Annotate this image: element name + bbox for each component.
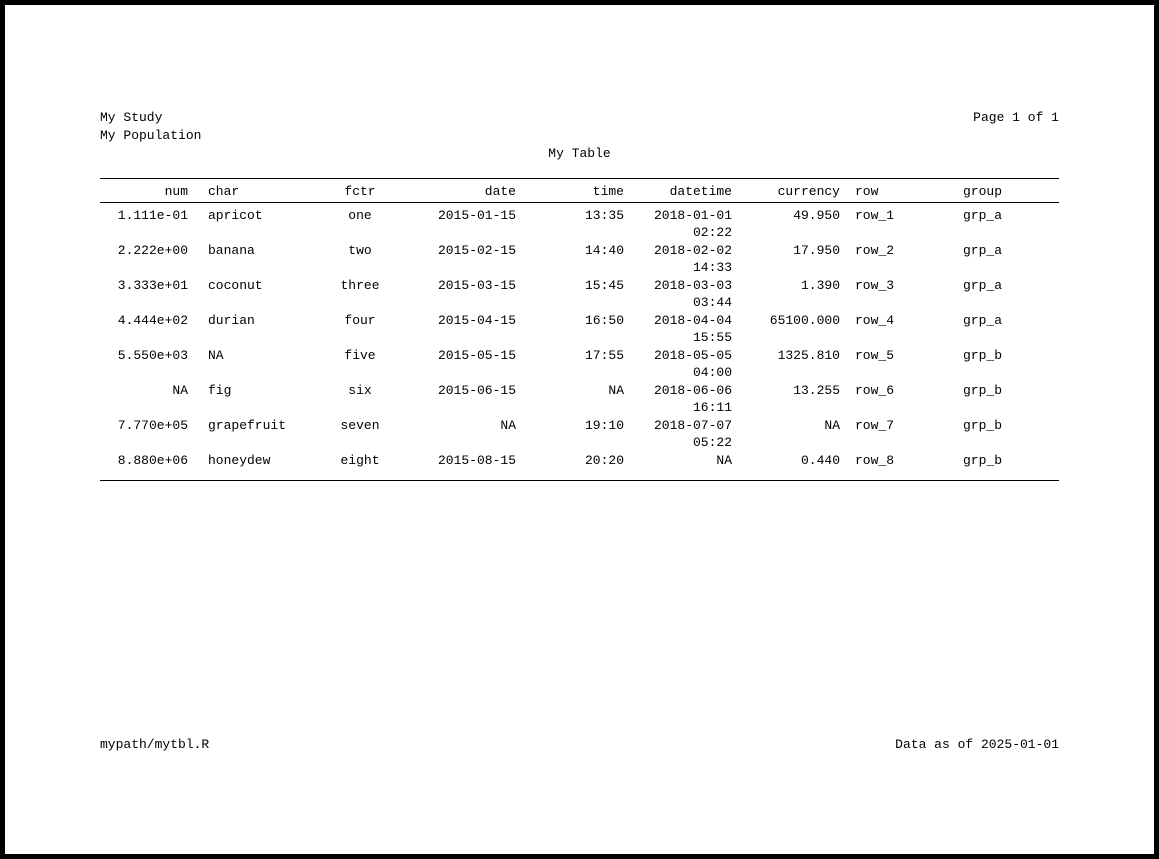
cell-group: grp_b — [963, 418, 1003, 433]
cell-num: 1.111e-01 — [117, 208, 188, 223]
cell-time: NA — [608, 383, 624, 398]
column-header-group: group — [963, 184, 1003, 199]
cell-time: 13:35 — [584, 208, 624, 223]
cell-currency: NA — [824, 418, 840, 433]
column-header-time: time — [592, 184, 624, 199]
cell-fctr: four — [344, 313, 376, 328]
cell-group: grp_b — [963, 383, 1003, 398]
column-header-date: date — [484, 184, 516, 199]
cell-fctr: three — [340, 278, 380, 293]
cell-group: grp_a — [963, 208, 1003, 223]
column-header-fctr: fctr — [344, 184, 376, 199]
cell-currency: 1325.810 — [777, 348, 840, 363]
cell-group: grp_a — [963, 278, 1003, 293]
table-header-row — [100, 179, 1059, 203]
cell-row: row_5 — [855, 348, 895, 363]
cell-row: row_2 — [855, 243, 895, 258]
cell-currency: 1.390 — [800, 278, 840, 293]
cell-time: 17:55 — [584, 348, 624, 363]
cell-num: NA — [172, 383, 188, 398]
cell-char: durian — [208, 313, 255, 328]
footer-data-date: Data as of 2025-01-01 — [895, 737, 1059, 752]
cell-num: 5.550e+03 — [117, 348, 188, 363]
table-bottom-rule — [100, 480, 1059, 481]
cell-fctr: five — [344, 348, 376, 363]
cell-date: 2015-08-15 — [437, 453, 516, 468]
cell-datetime: 2018-03-03 03:44 — [653, 278, 732, 310]
cell-num: 4.444e+02 — [117, 313, 188, 328]
cell-currency: 65100.000 — [769, 313, 840, 328]
cell-datetime: 2018-01-01 02:22 — [653, 208, 732, 240]
table-row — [100, 343, 1059, 378]
cell-row: row_6 — [855, 383, 895, 398]
cell-date: NA — [500, 418, 516, 433]
cell-char: fig — [208, 383, 232, 398]
cell-fctr: one — [348, 208, 372, 223]
cell-char: coconut — [208, 278, 263, 293]
cell-char: apricot — [208, 208, 263, 223]
cell-currency: 13.255 — [793, 383, 840, 398]
cell-group: grp_b — [963, 453, 1003, 468]
cell-char: banana — [208, 243, 255, 258]
cell-date: 2015-06-15 — [437, 383, 516, 398]
cell-currency: 49.950 — [793, 208, 840, 223]
cell-char: honeydew — [208, 453, 271, 468]
cell-group: grp_a — [963, 313, 1003, 328]
cell-date: 2015-03-15 — [437, 278, 516, 293]
cell-row: row_8 — [855, 453, 895, 468]
cell-fctr: six — [348, 383, 372, 398]
table-row — [100, 203, 1059, 238]
table-row — [100, 273, 1059, 308]
cell-datetime: 2018-07-07 05:22 — [653, 418, 732, 450]
cell-time: 19:10 — [584, 418, 624, 433]
column-header-currency: currency — [777, 184, 840, 199]
column-header-char: char — [208, 184, 240, 199]
cell-row: row_4 — [855, 313, 895, 328]
cell-date: 2015-04-15 — [437, 313, 516, 328]
cell-row: row_7 — [855, 418, 895, 433]
footer-program-path: mypath/mytbl.R — [100, 737, 210, 752]
cell-datetime: 2018-02-02 14:33 — [653, 243, 732, 275]
study-title: My Study — [100, 110, 163, 125]
cell-currency: 17.950 — [793, 243, 840, 258]
cell-datetime: 2018-04-04 15:55 — [653, 313, 732, 345]
column-header-num: num — [164, 184, 188, 199]
cell-num: 8.880e+06 — [117, 453, 188, 468]
population-title: My Population — [100, 128, 202, 143]
cell-fctr: two — [348, 243, 372, 258]
report-page — [5, 5, 1154, 854]
cell-num: 7.770e+05 — [117, 418, 188, 433]
cell-group: grp_a — [963, 243, 1003, 258]
cell-char: NA — [208, 348, 224, 363]
cell-fctr: seven — [340, 418, 380, 433]
cell-row: row_1 — [855, 208, 895, 223]
data-table — [100, 179, 1059, 483]
cell-datetime: 2018-06-06 16:11 — [653, 383, 732, 415]
cell-char: grapefruit — [208, 418, 287, 433]
cell-time: 14:40 — [584, 243, 624, 258]
cell-date: 2015-01-15 — [437, 208, 516, 223]
cell-time: 20:20 — [584, 453, 624, 468]
cell-row: row_3 — [855, 278, 895, 293]
cell-date: 2015-02-15 — [437, 243, 516, 258]
cell-time: 15:45 — [584, 278, 624, 293]
table-row — [100, 308, 1059, 343]
table-row — [100, 413, 1059, 448]
table-row — [100, 448, 1059, 483]
cell-date: 2015-05-15 — [437, 348, 516, 363]
table-title: My Table — [548, 146, 611, 161]
cell-num: 2.222e+00 — [117, 243, 188, 258]
cell-datetime: 2018-05-05 04:00 — [653, 348, 732, 380]
cell-fctr: eight — [340, 453, 380, 468]
page-number: Page 1 of 1 — [973, 110, 1059, 125]
cell-num: 3.333e+01 — [117, 278, 188, 293]
column-header-row: row — [855, 184, 879, 199]
column-header-datetime: datetime — [669, 184, 732, 199]
table-row — [100, 238, 1059, 273]
cell-time: 16:50 — [584, 313, 624, 328]
cell-datetime: NA — [716, 453, 732, 468]
cell-currency: 0.440 — [800, 453, 840, 468]
cell-group: grp_b — [963, 348, 1003, 363]
table-row — [100, 378, 1059, 413]
